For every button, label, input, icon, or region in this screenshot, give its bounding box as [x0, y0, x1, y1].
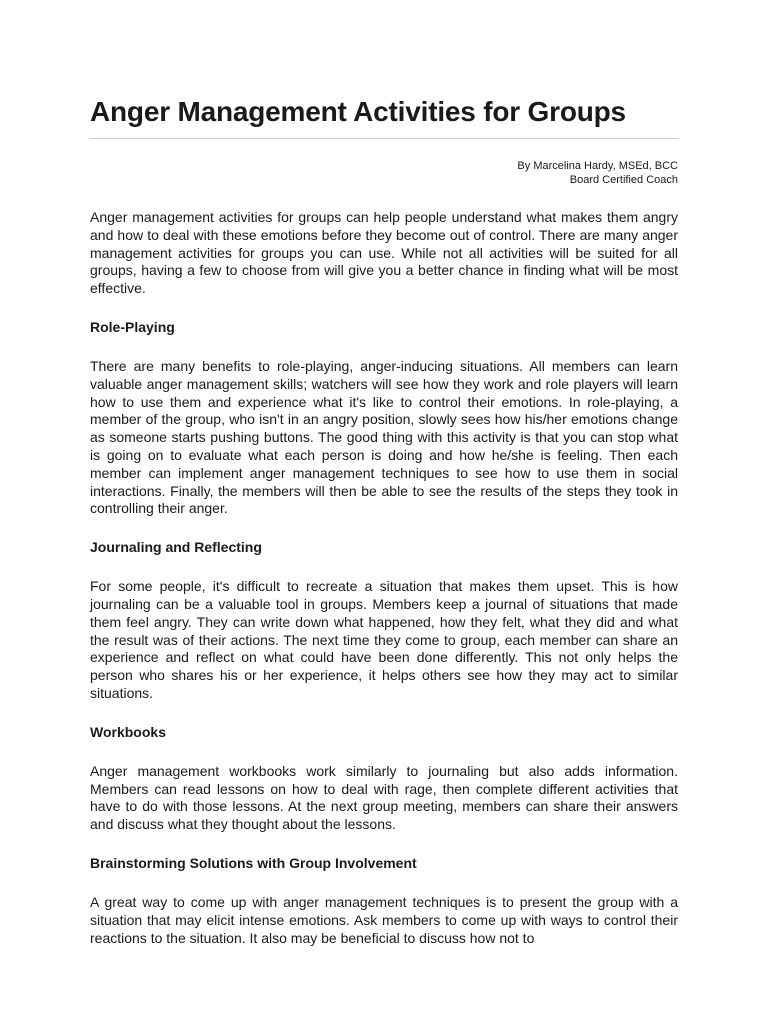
byline [90, 159, 678, 187]
section-journaling [90, 539, 678, 703]
section-heading: Brainstorming Solutions with Group Involvement [90, 854, 417, 871]
byline-author: By Marcelina Hardy, MSEd, BCC [517, 160, 678, 172]
document-page [90, 0, 678, 947]
title-divider [90, 138, 678, 139]
section-heading: Role-Playing [90, 318, 175, 335]
section-paragraph: A great way to come up with anger management techniques is to present the group with a situation that may elicit intense emotions. Ask members to come up with ways to control their reactions to the situation. It also may be beneficial to discuss how not to [90, 893, 678, 946]
intro-block [90, 209, 678, 298]
page-title: Anger Management Activities for Groups [90, 96, 626, 127]
section-heading: Workbooks [90, 723, 166, 740]
section-role-playing [90, 319, 678, 518]
intro-paragraph: Anger management activities for groups can help people understand what makes them angry and how to deal with these emotions before they become out of control. There are many anger management activities for groups you can use. While not all activities will be suited for all groups, having a few to choose from will give you a better chance in finding what will be most effective. [90, 209, 678, 297]
byline-credential: Board Certified Coach [569, 174, 678, 186]
section-brainstorming [90, 855, 678, 947]
section-heading: Journaling and Reflecting [90, 539, 262, 556]
section-workbooks [90, 724, 678, 834]
section-paragraph: Anger management workbooks work similarly to journaling but also adds information. Members can read lessons on how to deal with rage, then complete different activities that have to do with those lessons. At the next group meeting, members can share their answers and discuss what they thought about the lessons. [90, 762, 678, 833]
section-paragraph: For some people, it's difficult to recreate a situation that makes them upset. This is how journaling can be a valuable tool in groups. Members keep a journal of situations that made them feel angry. They can write down what happened, how they felt, what they did and what the result was of their actions. The next time they come to group, each member can share an experience and reflect on what could have been done differently. This not only helps the person who shares his or her experience, it helps others see how they may act to similar situations. [90, 578, 678, 701]
section-paragraph: There are many benefits to role-playing, anger-inducing situations. All members can learn valuable anger management skills; watchers will see how they work and role players will learn how to use them and experience what it's like to control their emotions. In role-playing, a member of the group, who isn't in an angry position, slowly sees how his/her emotions change as someone starts pushing buttons. The good thing with this activity is that you can stop what is going on to evaluate what each person is doing and how he/she is feeling. Then each member can implement anger management techniques to see how to use them in social interactions. Finally, the members will then be able to see the results of the steps they took in controlling their anger. [90, 357, 678, 517]
